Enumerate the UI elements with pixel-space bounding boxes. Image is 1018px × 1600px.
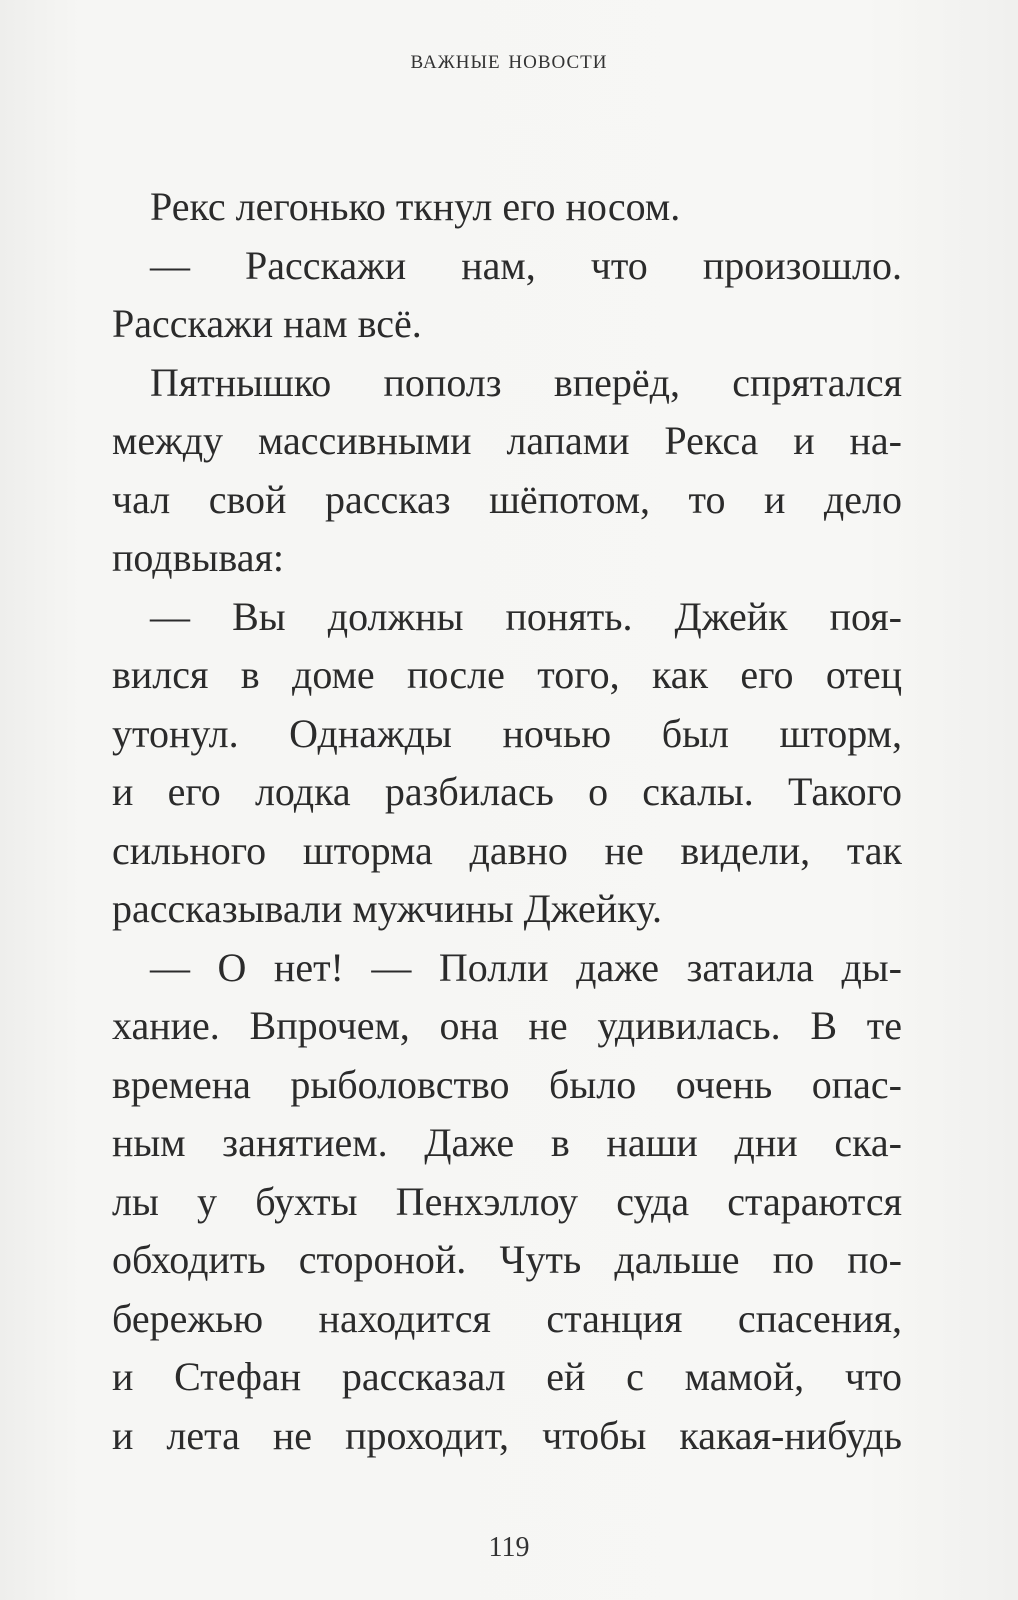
text-line: — Вы должны понять. Джейк поя- <box>150 593 902 639</box>
text-line: и Стефан рассказал ей с мамой, что <box>112 1354 902 1399</box>
running-head: важные новости <box>410 44 608 74</box>
text-line: вился в доме после того, как его отец <box>112 652 902 697</box>
text-line: и его лодка разбилась о скалы. Такого <box>112 769 902 814</box>
text-line: подвывая: <box>112 535 284 580</box>
text-line: и лета не проходит, чтобы какая-нибудь <box>112 1412 902 1458</box>
text-line: времена рыболовство было очень опас- <box>112 1061 902 1107</box>
text-line: обходить стороной. Чуть дальше по по- <box>112 1237 902 1282</box>
text-line: утонул. Однажды ночью был шторм, <box>112 710 902 756</box>
text-line: бережью находится станция спасения, <box>112 1295 902 1341</box>
text-line: Рекс легонько ткнул его носом. <box>150 184 681 229</box>
text-line: — Расскажи нам, что произошло. <box>150 242 902 288</box>
text-line: — О нет! — Полли даже затаила ды- <box>150 944 902 990</box>
text-line: рассказывали мужчины Джейку. <box>112 886 662 931</box>
text-line: между массивными лапами Рекса и на- <box>112 418 902 463</box>
text-line: Расскажи нам всё. <box>112 301 422 346</box>
text-line: сильного шторма давно не видели, так <box>112 827 902 873</box>
text-line: чал свой рассказ шёпотом, то и дело <box>112 476 902 522</box>
text-line: лы у бухты Пенхэллоу суда стараются <box>112 1178 902 1224</box>
text-line: ным занятием. Даже в наши дни ска- <box>112 1120 902 1165</box>
page-number: 119 <box>488 1532 530 1563</box>
text-line: Пятнышко пополз вперёд, спрятался <box>150 359 902 405</box>
text-line: хание. Впрочем, она не удивилась. В те <box>112 1003 902 1048</box>
body-text <box>112 178 902 1465</box>
